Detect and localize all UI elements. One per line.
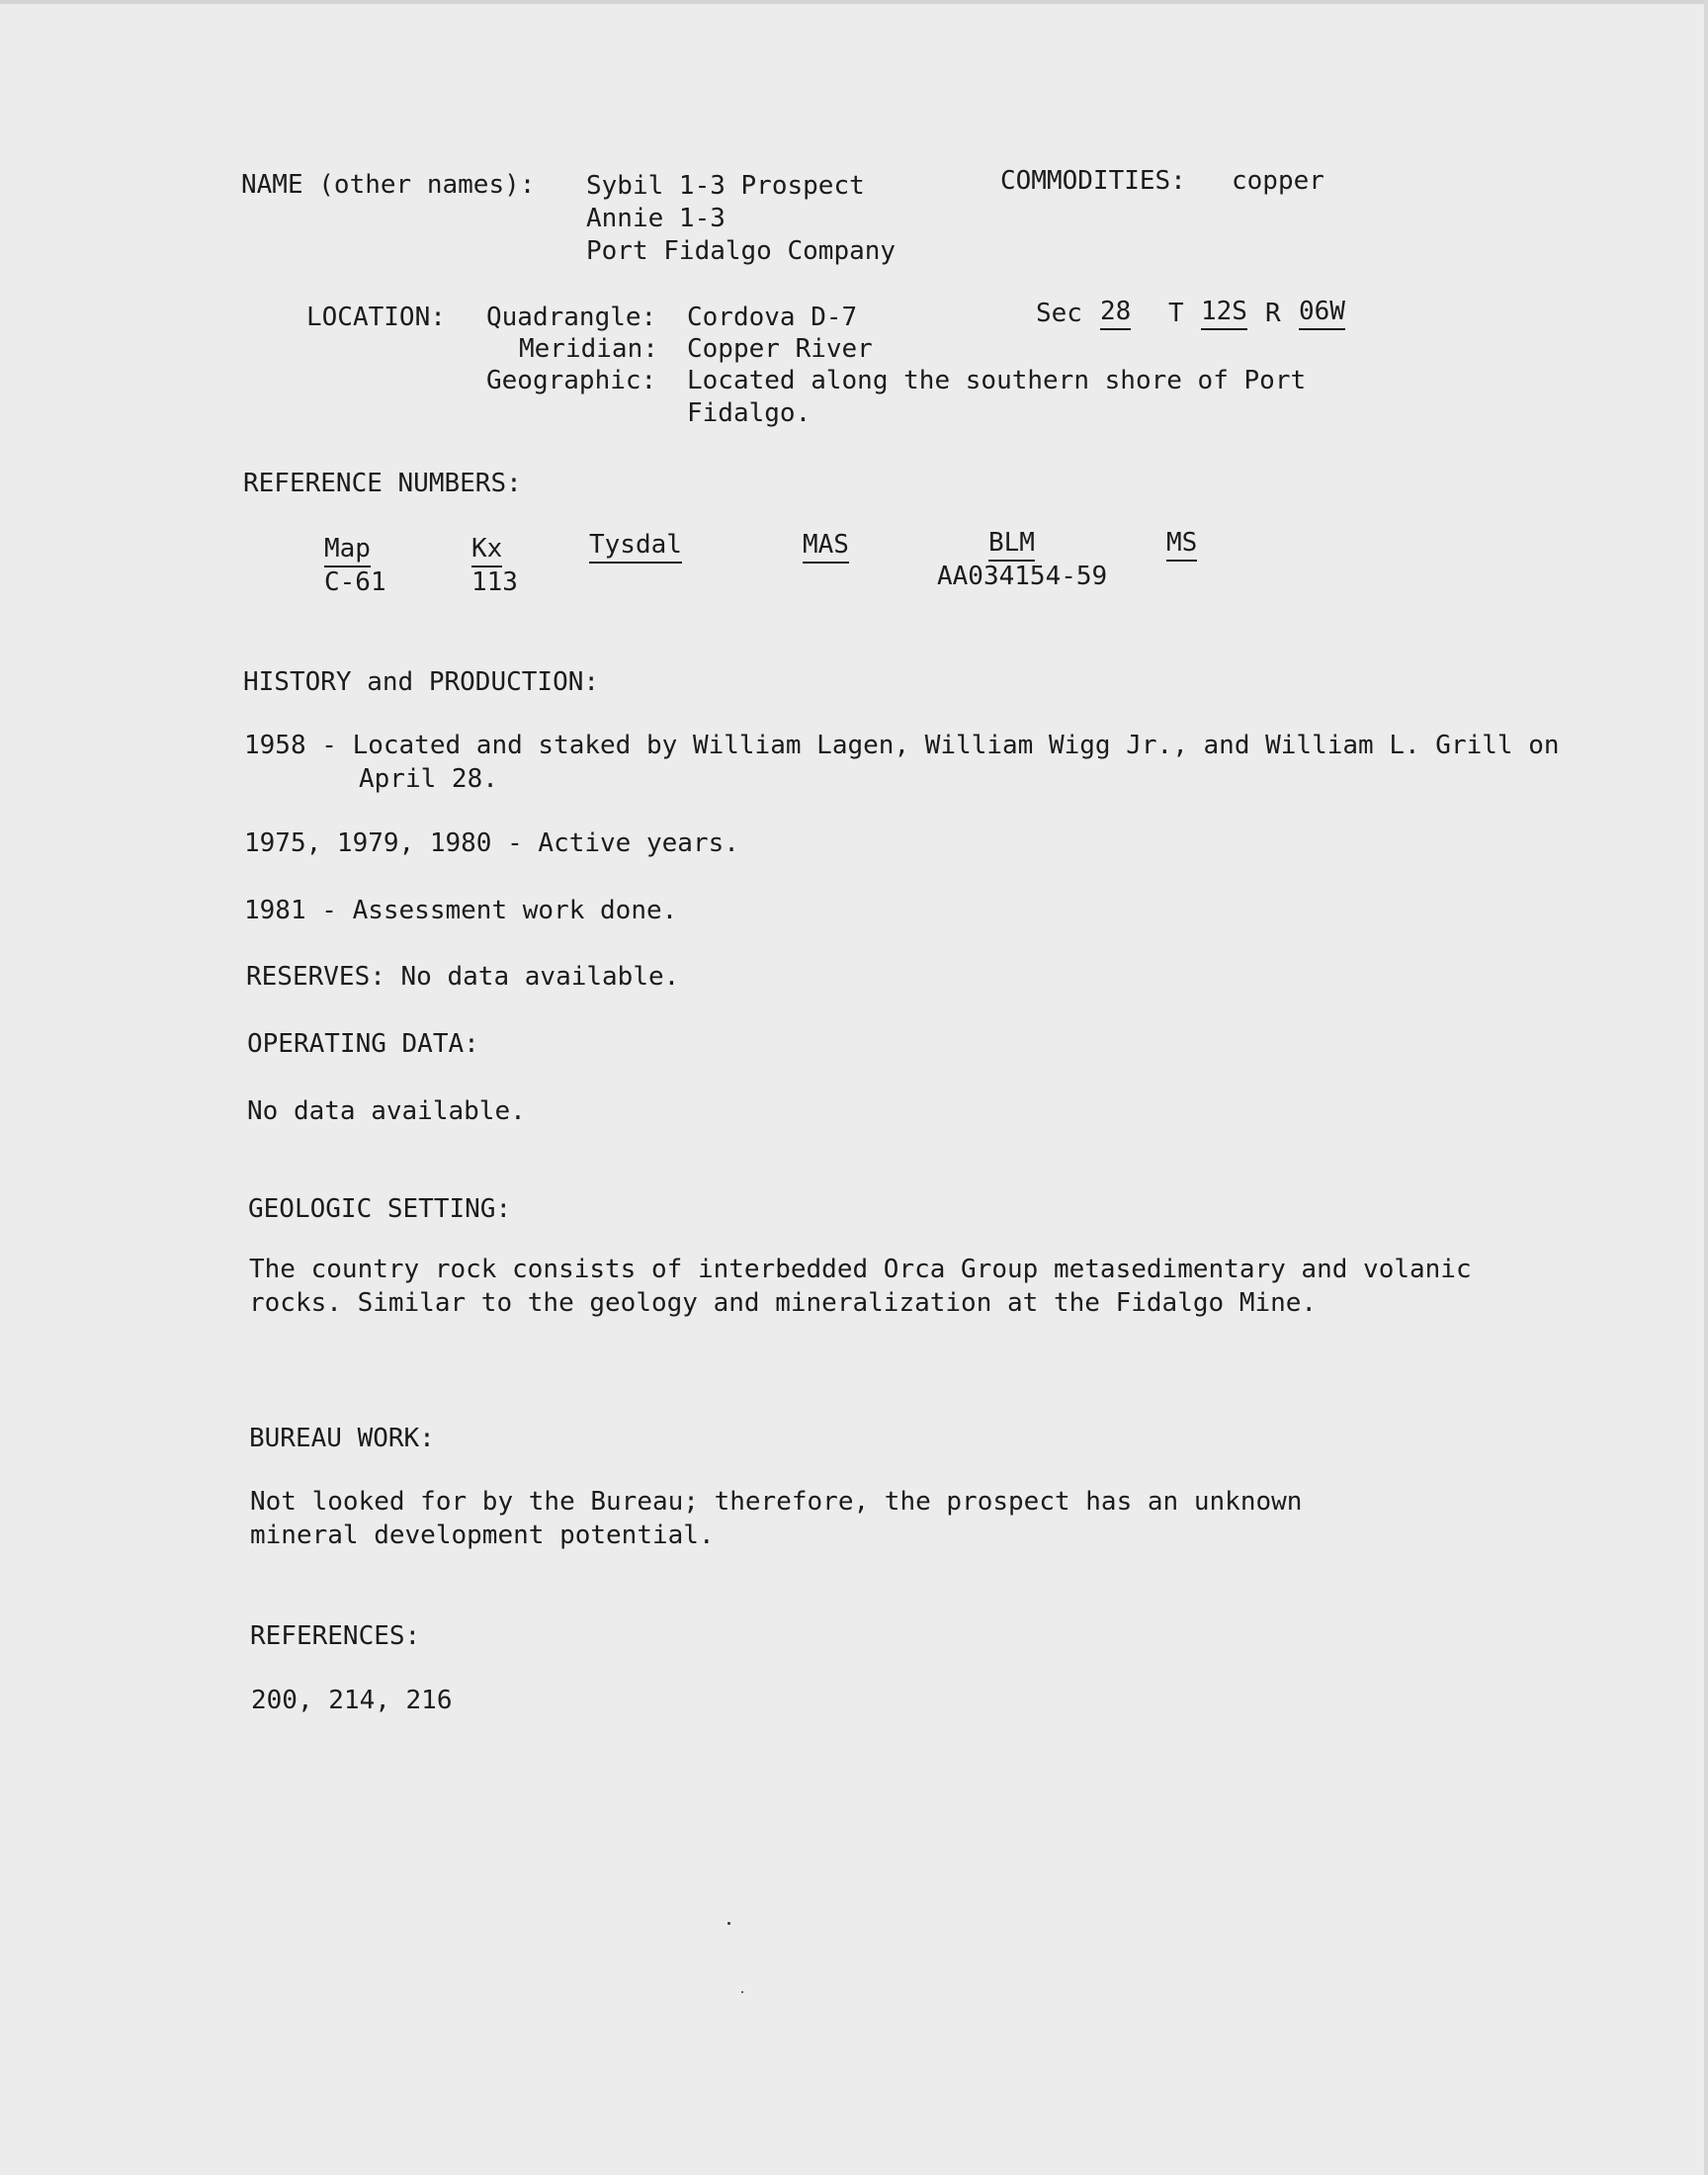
meridian-value: Copper River xyxy=(687,334,873,364)
history-heading: HISTORY and PRODUCTION: xyxy=(243,667,600,697)
history-entry-1958: 1958 - Located and staked by William Lagen, William Wigg Jr., and William L. Grill on April 28. xyxy=(244,731,1560,794)
ref-col-mas xyxy=(803,530,849,564)
geographic-line-2: Fidalgo. xyxy=(687,398,811,428)
ref-col-ms xyxy=(1166,528,1197,562)
operating-data-heading: OPERATING DATA: xyxy=(247,1029,479,1059)
scan-edge-top xyxy=(0,0,1708,4)
range-number: 06W xyxy=(1299,298,1345,330)
ref-value-kx: 113 xyxy=(471,566,518,597)
ref-col-kx xyxy=(471,534,518,597)
quadrangle-value: Cordova D-7 xyxy=(687,303,858,332)
ref-col-map xyxy=(324,534,386,597)
ref-col-tysdal xyxy=(589,530,682,564)
ref-col-blm xyxy=(988,528,1035,562)
commodities-label: COMMODITIES: xyxy=(1000,166,1186,196)
name-alt-1: Annie 1-3 xyxy=(586,204,726,233)
reserves-text: RESERVES: No data available. xyxy=(246,962,680,992)
geologic-setting-text: The country rock consists of interbedded Orca Group metasedimentary and volanic rocks. Similar to the geology and mineralization at the Fidalgo Mine. xyxy=(249,1255,1472,1318)
operating-data-text: No data available. xyxy=(247,1096,526,1126)
bureau-work-text: Not looked for by the Bureau; therefore, the prospect has an unknown mineral development potential. xyxy=(250,1487,1303,1550)
township-label: T xyxy=(1168,299,1184,328)
range-value xyxy=(1299,297,1345,330)
scan-speck xyxy=(741,1991,743,1993)
geographic-label: Geographic: xyxy=(486,366,657,395)
geographic-line-1: Located along the southern shore of Port xyxy=(687,366,1307,395)
ref-header-ms: MS xyxy=(1166,529,1197,562)
ref-header-blm: BLM xyxy=(988,529,1035,562)
ref-value-map: C-61 xyxy=(324,566,386,597)
meridian-label: Meridian: xyxy=(519,334,658,364)
name-primary: Sybil 1-3 Prospect xyxy=(586,171,865,201)
section-value xyxy=(1100,297,1131,330)
location-label: LOCATION: xyxy=(306,303,446,332)
scan-edge-right xyxy=(1704,0,1708,2175)
range-label: R xyxy=(1265,299,1281,328)
name-list xyxy=(586,170,896,268)
township-number: 12S xyxy=(1201,298,1247,330)
scan-speck xyxy=(727,1922,730,1925)
commodities-value: copper xyxy=(1232,166,1324,196)
name-label: NAME (other names): xyxy=(241,170,536,200)
history-entry-1981: 1981 - Assessment work done. xyxy=(244,896,678,925)
reference-numbers-heading: REFERENCE NUMBERS: xyxy=(243,469,522,498)
ref-value-blm: AA034154-59 xyxy=(937,562,1108,591)
bureau-work-heading: BUREAU WORK: xyxy=(249,1424,435,1453)
name-alt-2: Port Fidalgo Company xyxy=(586,236,897,266)
references-heading: REFERENCES: xyxy=(250,1621,421,1651)
ref-header-tysdal: Tysdal xyxy=(589,531,682,564)
section-label: Sec xyxy=(1036,299,1082,328)
township-value xyxy=(1201,297,1247,330)
ref-header-map: Map xyxy=(324,535,371,567)
ref-header-kx: Kx xyxy=(471,535,502,567)
history-entry-active-years: 1975, 1979, 1980 - Active years. xyxy=(244,828,739,858)
geologic-setting-heading: GEOLOGIC SETTING: xyxy=(248,1194,512,1224)
references-text: 200, 214, 216 xyxy=(251,1686,453,1715)
section-number: 28 xyxy=(1100,298,1131,330)
quadrangle-label: Quadrangle: xyxy=(486,303,657,332)
ref-header-mas: MAS xyxy=(803,531,849,564)
